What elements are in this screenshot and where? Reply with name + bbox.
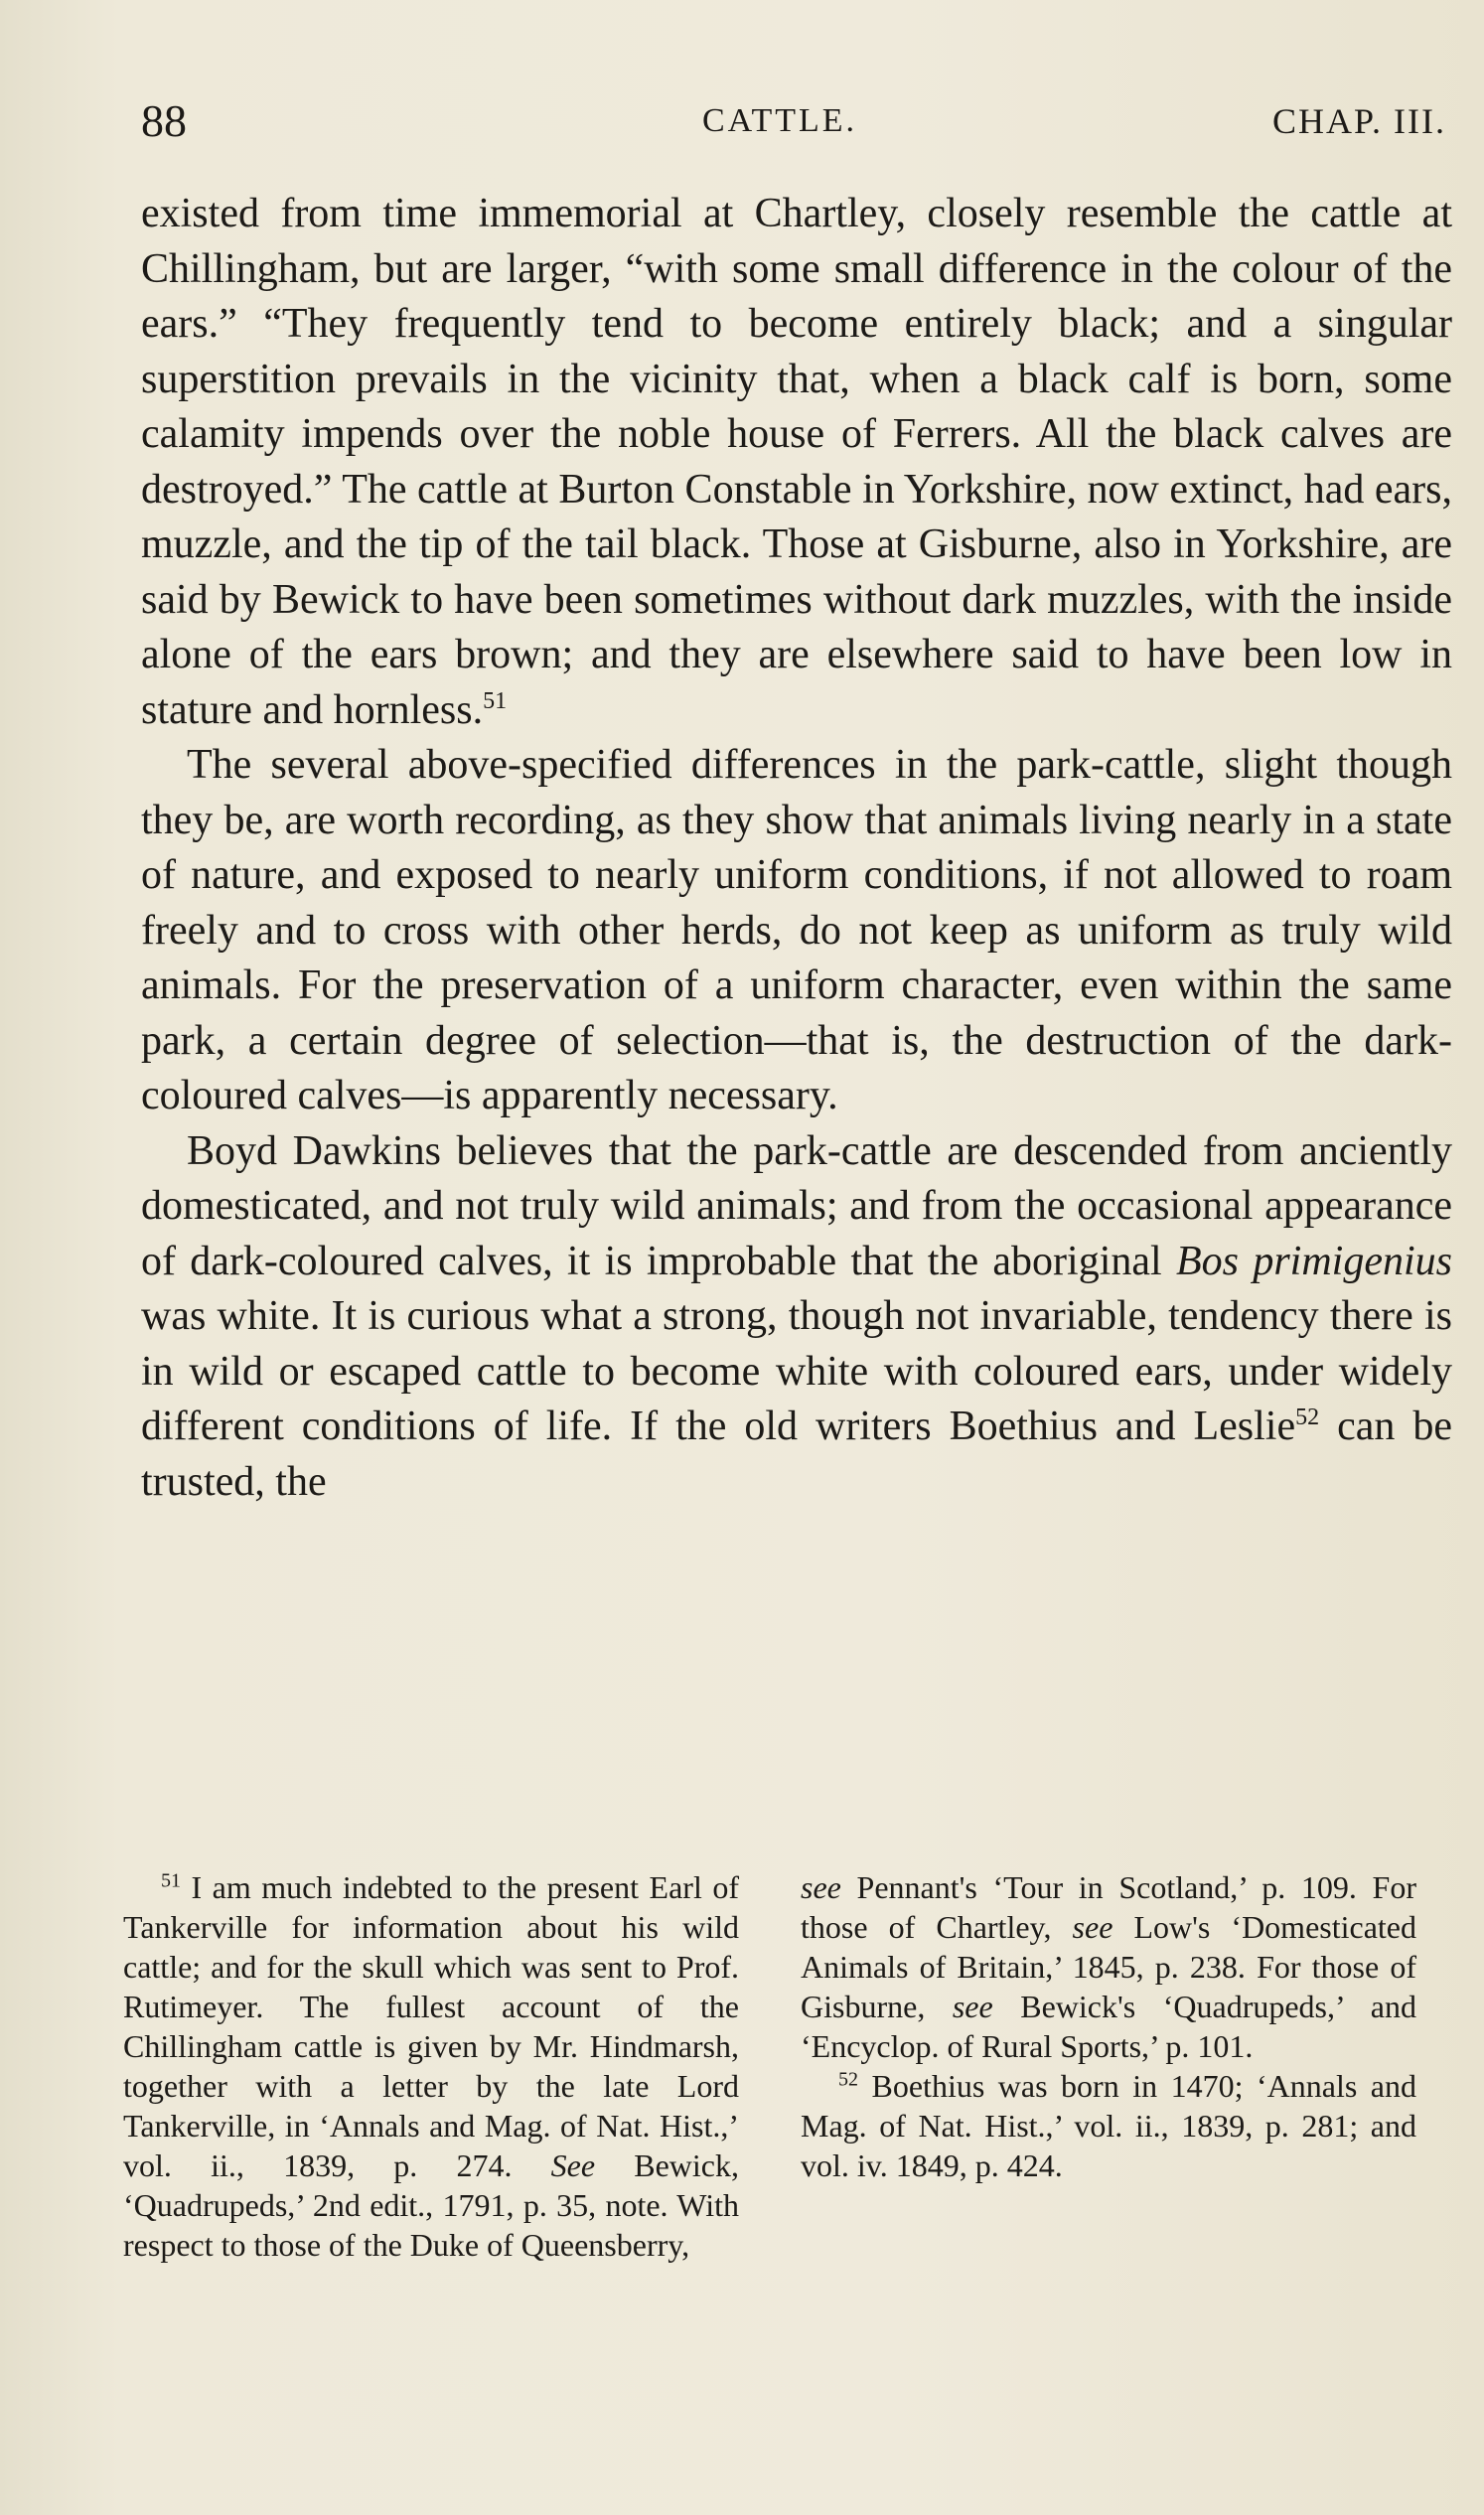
footnote-52-number: 52: [838, 2068, 858, 2091]
footnote-ref-52[interactable]: 52: [1295, 1405, 1320, 1430]
paragraph-3-part-c: can be trusted, the: [141, 1404, 1452, 1505]
footnote-51-part-d: Low's ‘Domesticated Animals of Britain,’ 1845, p. 238. For those of Gisburne,: [801, 1909, 1417, 2024]
footnote-51-part-a: I am much indebted to the present Earl of Tankerville for information about his wild cattle; and for the skull which was sent to Prof. Rutimeyer. The fullest account of the Chillingham cattle is given by Mr. Hindmarsh, together with a letter by the late Lord Tankerville, in ‘Annals and Mag. of Nat. Hist.,’ vol. ii., 1839, p. 274.: [123, 1869, 739, 2183]
footnote-column-right: [801, 1867, 1416, 2185]
paragraph-1-text: existed from time immemorial at Chartley, closely resemble the cattle at Chillingham, but are larger, “with some small difference in the colour of the ears.” “They frequently tend to become entirely black; and a singular superstition prevails in the vicinity that, when a black calf is born, some calamity impends over the noble house of Ferrers. All the black calves are destroyed.” The cattle at Burton Constable in Yorkshire, now extinct, had ears, muzzle, and the tip of the tail black. Those at Gisburne, also in Yorkshire, are said by Bewick to have been sometimes without dark muzzles, with the inside alone of the ears brown; and they are elsewhere said to have been low in stature and hornless.: [141, 191, 1452, 733]
footnote-51-part-c: Pennant's ‘Tour in Scotland,’ p. 109. For those of Chartley,: [801, 1869, 1416, 1945]
species-name: Bos primigenius: [1176, 1238, 1453, 1284]
footnote-52-text: Boethius was born in 1470; ‘Annals and Mag. of Nat. Hist.,’ vol. ii., 1839, p. 281; and vol. iv. 1849, p. 424.: [801, 2068, 1416, 2183]
chapter-label: CHAP. III.: [1271, 101, 1446, 141]
footnote-51-number: 51: [161, 1869, 181, 1892]
paragraph-3-part-b: was white. It is curious what a strong, though not invariable, tendency there is in wild or escaped cattle to become white with coloured ears, under widely different conditions of life. If the old writers Boethius and Leslie: [141, 1293, 1452, 1449]
running-head: [141, 94, 1452, 154]
footnote-51-see-4: see: [952, 1989, 993, 2024]
footnotes: [123, 1867, 1430, 2364]
footnote-51-part-e: Bewick's ‘Quadrupeds,’ and ‘Encyclop. of Rural Sports,’ p. 101.: [801, 1989, 1417, 2064]
page-number: 88: [141, 95, 187, 146]
footnote-51-start: [123, 1867, 739, 2265]
paragraph-3-part-a: Boyd Dawkins believes that the park-cattle are descended from anciently domesticated, and not truly wild animals; and from the occasional appearance of dark-coloured calves, it is improbable that the aboriginal: [141, 1127, 1452, 1284]
footnote-ref-51[interactable]: 51: [483, 687, 508, 714]
footnote-51-continued: [801, 1867, 1416, 2066]
footnote-51-see-3: see: [1072, 1909, 1113, 1945]
footnote-52: [801, 2066, 1416, 2185]
paragraph-1: [141, 187, 1452, 738]
main-text: [141, 187, 1452, 1510]
paragraph-3: [141, 1124, 1452, 1511]
footnote-51-see-1: See: [550, 2147, 596, 2183]
footnote-51-see-2: see: [801, 1869, 841, 1905]
paragraph-2: The several above-specified differences in the park-cattle, slight though they be, are worth recording, as they show that animals living nearly in a state of nature, and exposed to nearly uniform conditions, if not allowed to roam freely and to cross with other herds, do not keep as uniform as truly wild animals. For the preservation of a uniform character, even within the same park, a certain degree of selection—that is, the destruction of the dark-coloured calves—is apparently necessary.: [141, 742, 1452, 1118]
footnote-column-left: [123, 1867, 739, 2265]
footnote-51-part-b: Bewick, ‘Quadrupeds,’ 2nd edit., 1791, p. 35, note. With respect to those of the Duke of Queensberry,: [123, 2147, 740, 2263]
running-title: CATTLE.: [702, 102, 858, 139]
